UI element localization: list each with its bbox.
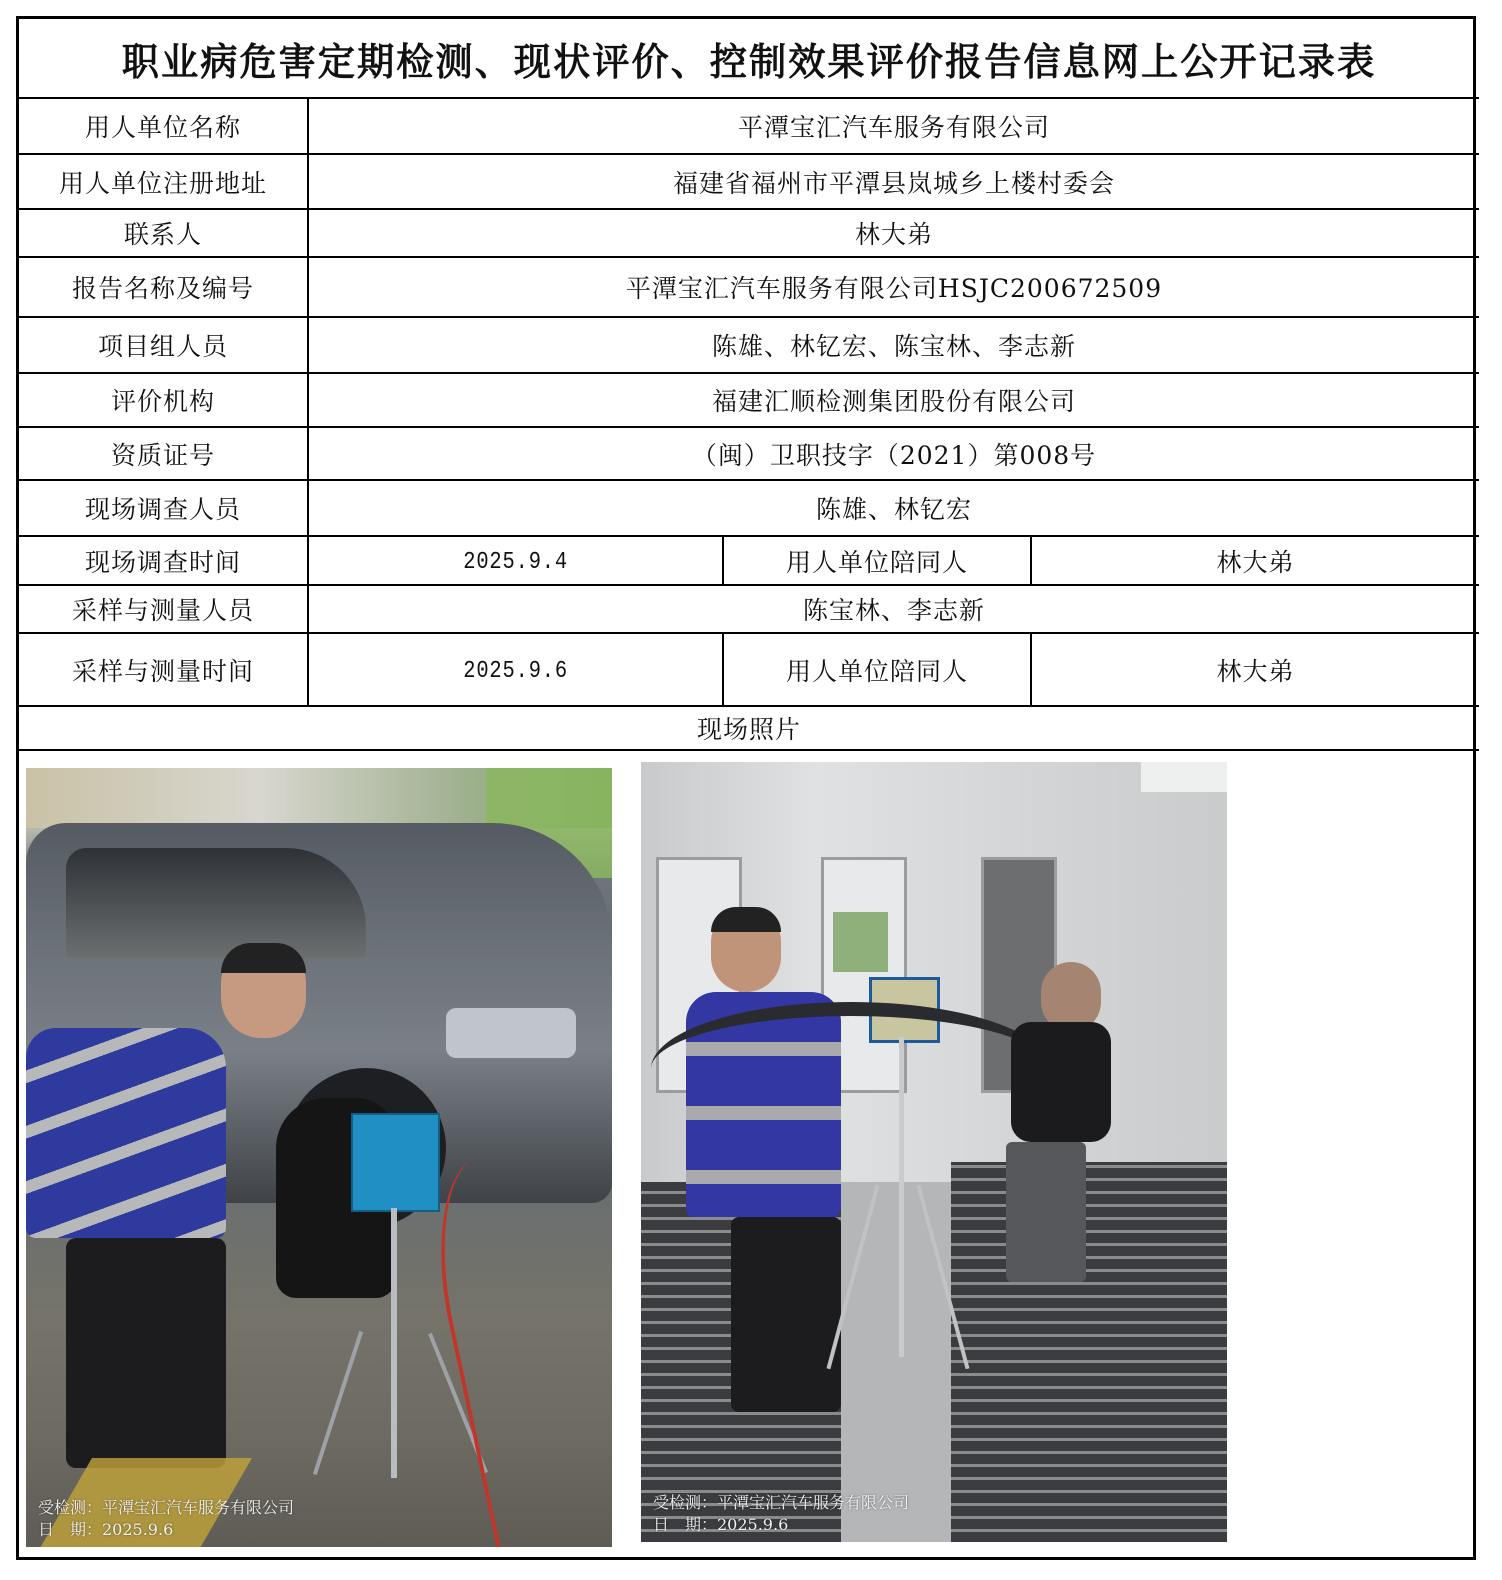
value-registered-address: 福建省福州市平潭县岚城乡上楼村委会: [308, 154, 1479, 209]
technician-legs: [731, 1217, 841, 1412]
suv-headlight: [446, 1008, 576, 1058]
label-sampling-staff: 采样与测量人员: [19, 585, 308, 633]
value-survey-staff: 陈雄、林钇宏: [308, 480, 1479, 536]
site-photo-1: [26, 768, 612, 1547]
site-photo-2: [641, 762, 1227, 1542]
label-survey-companion: 用人单位陪同人: [723, 536, 1031, 585]
value-qualification-no: （闽）卫职技字（2021）第008号: [308, 427, 1479, 480]
page-title: 职业病危害定期检测、现状评价、控制效果评价报告信息网上公开记录表: [34, 19, 1465, 98]
value-sampling-companion: 林大弟: [1031, 633, 1479, 706]
door-window: [833, 912, 888, 972]
value-employer-name: 平潭宝汇汽车服务有限公司: [308, 98, 1479, 154]
label-contact: 联系人: [19, 209, 308, 257]
label-evaluation-agency: 评价机构: [19, 373, 308, 427]
label-project-team: 项目组人员: [19, 317, 308, 373]
value-report-name: 平潭宝汇汽车服务有限公司HSJC200672509: [308, 257, 1479, 317]
label-employer-name: 用人单位名称: [19, 98, 308, 154]
record-form: [16, 16, 1476, 1560]
label-survey-staff: 现场调查人员: [19, 480, 308, 536]
worker-legs: [1006, 1142, 1086, 1282]
value-sampling-date: [308, 633, 723, 706]
tripod-mast: [391, 1208, 397, 1478]
value-survey-date: [308, 536, 723, 585]
record-table: [19, 19, 1479, 1560]
value-survey-companion: 林大弟: [1031, 536, 1479, 585]
sampling-pump: [351, 1113, 440, 1212]
photo-2-caption: [653, 1492, 909, 1536]
technician-vest: [26, 1028, 226, 1238]
value-project-team: 陈雄、林钇宏、陈宝林、李志新: [308, 317, 1479, 373]
tripod-leg-left: [313, 1331, 363, 1475]
photos-container: [19, 750, 1479, 1560]
sampling-date-text: 2025.9.6: [463, 658, 568, 685]
label-qualification-no: 资质证号: [19, 427, 308, 480]
photo-1-caption-date: 日 期：2025.9.6: [38, 1520, 174, 1539]
value-contact: 林大弟: [308, 209, 1479, 257]
label-registered-address: 用人单位注册地址: [19, 154, 308, 209]
photo-1-caption: [38, 1497, 294, 1541]
survey-date-text: 2025.9.4: [463, 549, 568, 576]
photos-section-heading: 现场照片: [19, 706, 1479, 750]
technician-legs: [66, 1238, 226, 1468]
label-survey-time: 现场调查时间: [19, 536, 308, 585]
label-sampling-time: 采样与测量时间: [19, 633, 308, 706]
value-evaluation-agency: 福建汇顺检测集团股份有限公司: [308, 373, 1479, 427]
value-sampling-staff: 陈宝林、李志新: [308, 585, 1479, 633]
floor-walkway: [841, 1182, 951, 1542]
label-report-name: 报告名称及编号: [19, 257, 308, 317]
worker-torso: [1011, 1022, 1111, 1142]
floor-grating-right: [951, 1162, 1227, 1542]
technician-hair: [711, 907, 781, 932]
booth-light: [1141, 762, 1227, 792]
technician-hair: [221, 943, 306, 973]
car-bumper: [651, 1002, 1051, 1136]
suv-windows: [66, 848, 366, 958]
label-sampling-companion: 用人单位陪同人: [723, 633, 1031, 706]
photo-1-caption-subject: 受检测：平潭宝汇汽车服务有限公司: [38, 1498, 295, 1517]
photo-2-caption-date: 日 期：2025.9.6: [653, 1515, 789, 1534]
photo-2-caption-subject: 受检测：平潭宝汇汽车服务有限公司: [653, 1493, 910, 1512]
